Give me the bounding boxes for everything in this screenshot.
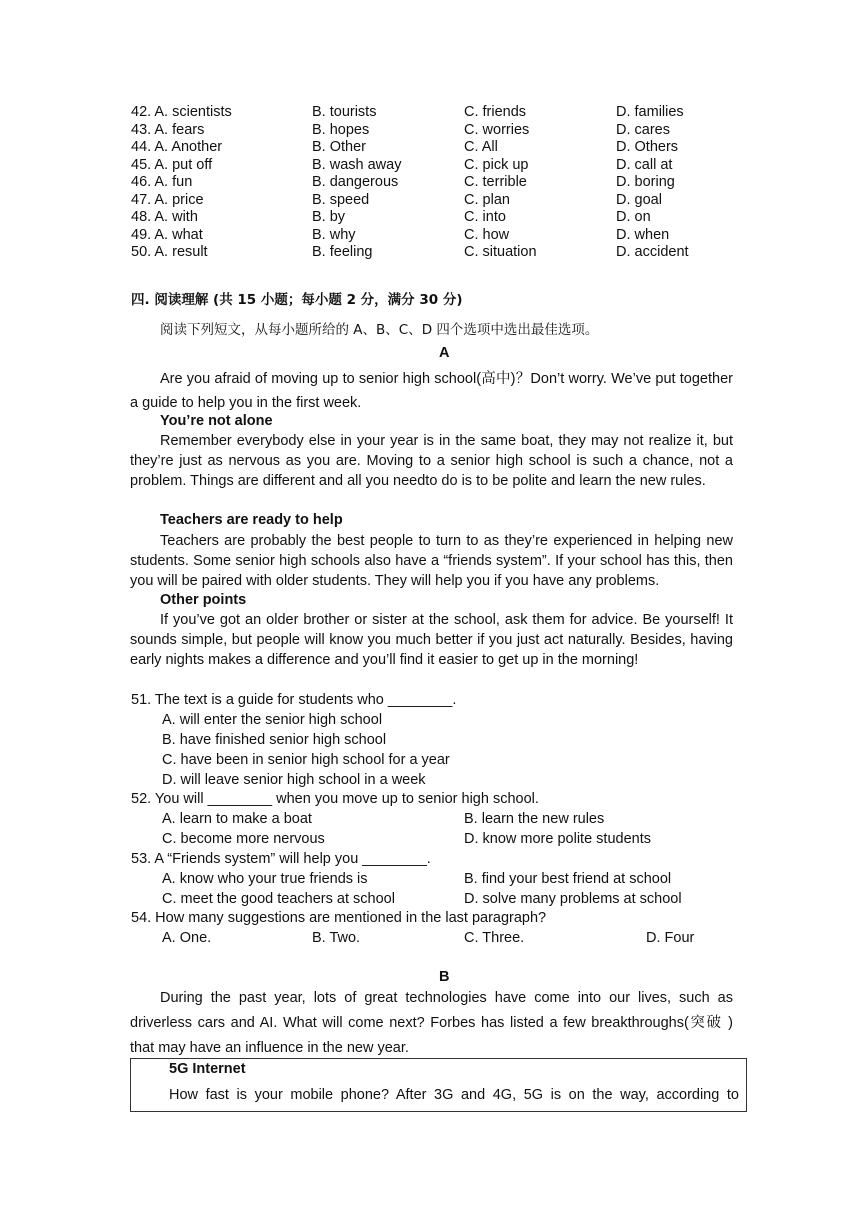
question-54-option-c: C. Three. xyxy=(464,930,525,946)
info-box-heading: 5G Internet xyxy=(169,1061,246,1077)
option-a: 43. A. fears xyxy=(131,121,205,138)
option-a: 48. A. with xyxy=(131,209,198,225)
section-instruction: 阅读下列短文，从每小题所给的 A、B、C、D 四个选项中选出最佳选项。 xyxy=(160,322,599,338)
paragraph-teachers-text: Teachers are probably the best people to turn to as they’re experienced in helping new students. Some senior high schools also have a “friends system”. If your school has this, then you will be paired with older students. They will help you if you have any problems. xyxy=(130,533,733,589)
question-54-option-a: A. One. xyxy=(162,930,212,946)
option-row-42 xyxy=(131,104,731,122)
question-51-option-d: D. will leave senior high school in a week xyxy=(162,772,426,788)
option-a: 47. A. price xyxy=(131,191,204,208)
option-c: C. plan xyxy=(464,191,510,208)
question-54-option-d: D. Four xyxy=(646,930,695,946)
option-b: B. by xyxy=(312,209,346,225)
question-51-option-b: B. have finished senior high school xyxy=(162,732,387,748)
option-a: 44. A. Another xyxy=(131,139,223,155)
option-d: D. boring xyxy=(616,174,675,190)
option-b: B. why xyxy=(312,226,356,243)
passage-a-label: A xyxy=(439,345,450,361)
option-d: D. goal xyxy=(616,191,662,208)
option-c: C. terrible xyxy=(464,174,527,190)
option-c: C. friends xyxy=(464,104,527,120)
question-52-option-d: D. know more polite students xyxy=(464,831,651,847)
option-c: C. into xyxy=(464,209,506,225)
option-c: C. worries xyxy=(464,121,530,138)
option-d: D. accident xyxy=(616,244,689,260)
paragraph-not-alone xyxy=(130,431,733,491)
passage-a-intro-text: Are you afraid of moving up to senior high school(高中)？Don’t worry. We’ve put together a guide to help you in the first week. xyxy=(130,371,733,411)
option-row-44 xyxy=(131,139,731,157)
option-row-49 xyxy=(131,227,731,245)
option-b: B. speed xyxy=(312,191,370,208)
option-b: B. dangerous xyxy=(312,174,399,190)
option-a: 45. A. put off xyxy=(131,156,213,173)
option-a: 42. A. scientists xyxy=(131,104,232,120)
question-53-option-d: D. solve many problems at school xyxy=(464,891,682,907)
passage-b-intro-text: During the past year, lots of great technologies have come into our lives, such as driverless cars and AI. What will come next? Forbes has listed a few breakthroughs(突破 ) that may have an influence in the new year. xyxy=(130,990,733,1056)
option-d: D. on xyxy=(616,209,651,225)
heading-other-points: Other points xyxy=(160,592,247,608)
option-a: 50. A. result xyxy=(131,244,208,260)
option-a: 49. A. what xyxy=(131,226,203,243)
option-d: D. Others xyxy=(616,139,679,155)
option-a: 46. A. fun xyxy=(131,174,193,190)
option-b: B. tourists xyxy=(312,104,377,120)
option-d: D. call at xyxy=(616,156,673,173)
question-52-option-a: A. learn to make a boat xyxy=(162,811,312,827)
option-row-45 xyxy=(131,157,731,175)
option-row-43 xyxy=(131,122,731,140)
info-box-text: How fast is your mobile phone? After 3G and 4G, 5G is on the way, according to xyxy=(169,1087,739,1103)
option-c: C. pick up xyxy=(464,156,529,173)
option-c: C. situation xyxy=(464,244,537,260)
option-d: D. cares xyxy=(616,121,670,138)
question-52-option-c: C. become more nervous xyxy=(162,831,325,847)
question-53-option-a: A. know who your true friends is xyxy=(162,871,368,887)
question-54: 54. How many suggestions are mentioned in the last paragraph? xyxy=(131,910,547,926)
option-row-48 xyxy=(131,209,731,227)
question-51-option-c: C. have been in senior high school for a year xyxy=(162,752,450,768)
paragraph-other-points-text: If you’ve got an older brother or sister at the school, ask them for advice. Be yourself! It sounds simple, but people will know you much better if you just act naturally. Besides, having early nights makes a difference and you’ll find it easier to get up in the morning! xyxy=(130,612,733,668)
paragraph-other-points xyxy=(130,610,733,670)
question-53-option-c: C. meet the good teachers at school xyxy=(162,891,395,907)
option-d: D. when xyxy=(616,226,670,243)
option-c: C. All xyxy=(464,139,498,155)
option-c: C. how xyxy=(464,226,510,243)
paragraph-not-alone-text: Remember everybody else in your year is in the same boat, they may not realize it, but they’re just as nervous as you are. Moving to a senior high school is such a chance, not a problem. Things are different and all you needto do is to be polite and learn the new rules. xyxy=(130,433,733,489)
option-b: B. Other xyxy=(312,139,366,155)
option-b: B. hopes xyxy=(312,121,370,138)
option-b: B. wash away xyxy=(312,156,402,173)
option-row-50 xyxy=(131,244,731,262)
question-53: 53. A “Friends system” will help you ________. xyxy=(131,851,431,867)
option-row-47 xyxy=(131,192,731,210)
heading-not-alone: You’re not alone xyxy=(160,413,273,429)
passage-b-label: B xyxy=(439,969,450,985)
heading-teachers: Teachers are ready to help xyxy=(160,512,343,528)
option-row-46 xyxy=(131,174,731,192)
option-d: D. families xyxy=(616,104,684,120)
question-53-option-b: B. find your best friend at school xyxy=(464,871,672,887)
passage-b-intro xyxy=(130,986,733,1061)
question-51: 51. The text is a guide for students who ________. xyxy=(131,692,457,708)
question-52-option-b: B. learn the new rules xyxy=(464,811,605,827)
paragraph-teachers xyxy=(130,531,733,591)
passage-a-intro xyxy=(130,367,733,415)
section-title: 四. 阅读理解 (共 15 小题；每小题 2 分，满分 30 分) xyxy=(131,292,463,308)
question-52: 52. You will ________ when you move up to senior high school. xyxy=(131,791,539,807)
info-box-5g xyxy=(130,1058,747,1112)
option-b: B. feeling xyxy=(312,244,373,260)
question-54-option-b: B. Two. xyxy=(312,930,361,946)
question-51-option-a: A. will enter the senior high school xyxy=(162,712,383,728)
